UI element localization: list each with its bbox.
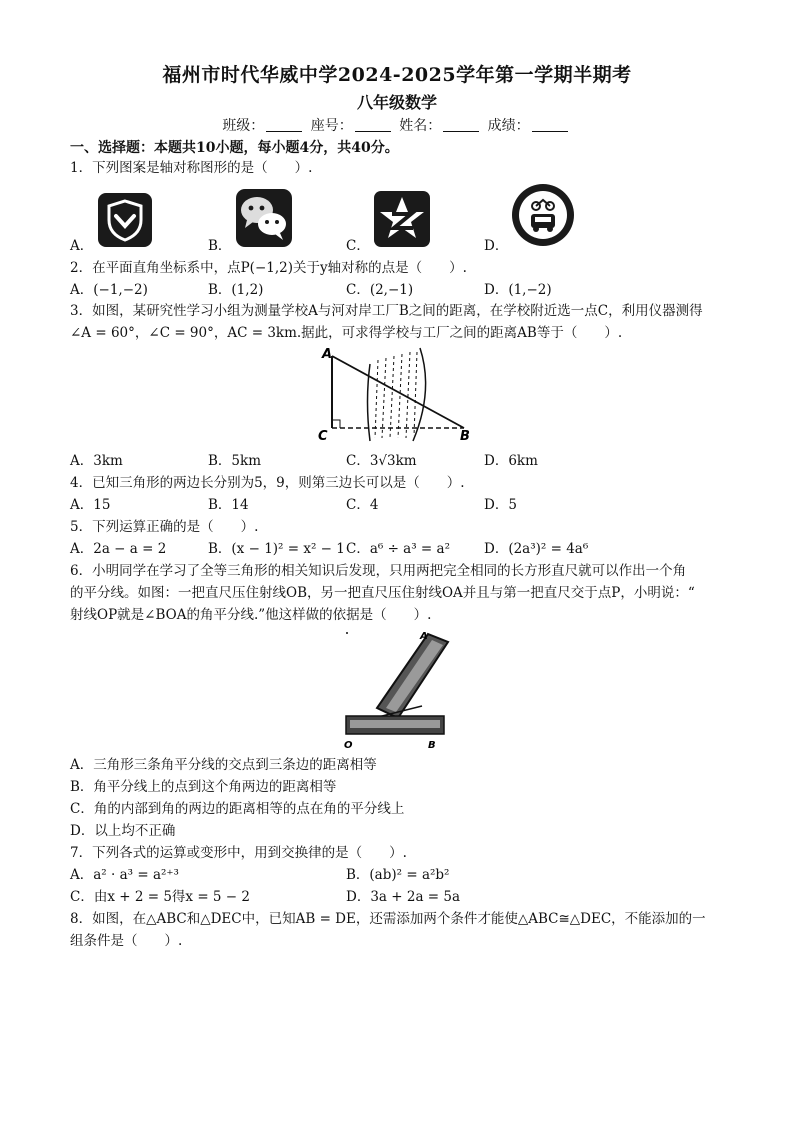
q1-option-b[interactable]: B． <box>208 238 232 254</box>
q7-option-c[interactable]: C．由x + 2 = 5得x = 5 − 2 <box>70 889 250 905</box>
q2-option-a[interactable]: A．(−1,−2) <box>70 282 148 298</box>
q6-stem-line3: 射线OP就是∠BOA的角平分线.”他这样做的依据是（ ）. <box>70 607 432 623</box>
q7-stem: 7．下列各式的运算或变形中，用到交换律的是（ ）. <box>70 845 407 861</box>
seat-blank[interactable] <box>355 117 391 132</box>
shield-logo-icon <box>97 192 153 248</box>
q5-stem: 5．下列运算正确的是（ ）. <box>70 519 259 535</box>
q6-label-o: O <box>344 740 353 751</box>
q3-option-d[interactable]: D．6km <box>484 453 538 469</box>
q4-option-d[interactable]: D．5 <box>484 497 517 513</box>
q3-label-c: C <box>318 429 328 444</box>
q7-option-d[interactable]: D．3a + 2a = 5a <box>346 889 461 905</box>
q1-stem: 1．下列图案是轴对称图形的是（ ）. <box>70 160 313 176</box>
q6-label-b: B <box>428 740 436 751</box>
q2-stem: 2．在平面直角坐标系中，点P(−1,2)关于y轴对称的点是（ ）. <box>70 260 467 276</box>
q3-label-a: A <box>322 347 333 362</box>
name-label: 姓名： <box>399 118 442 134</box>
score-blank[interactable] <box>532 117 568 132</box>
q1-option-a[interactable]: A． <box>70 238 94 254</box>
q5-option-a[interactable]: A．2a − a = 2 <box>70 541 167 557</box>
q3-stem-line2: ∠A = 60°，∠C = 90°，AC = 3km.据此，可求得学校与工厂之间的距离AB等于（ ）. <box>70 325 623 341</box>
q3-stem-line1: 3．如图，某研究性学习小组为测量学校A与河对岸工厂B之间的距离，在学校附近选一点C，利用仪器测得 <box>70 303 703 319</box>
q2-option-c[interactable]: C．(2,−1) <box>346 282 414 298</box>
exam-title: 福州市时代华威中学2024-2025学年第一学期半期考 <box>162 64 632 86</box>
q3-option-a[interactable]: A．3km <box>70 453 123 469</box>
q3-label-b: B <box>460 429 470 444</box>
exam-subtitle: 八年级数学 <box>356 93 437 112</box>
q7-option-b[interactable]: B．(ab)² = a²b² <box>346 867 450 883</box>
q3-option-b[interactable]: B．5km <box>208 453 261 469</box>
q4-option-a[interactable]: A．15 <box>70 497 111 513</box>
student-info-line <box>0 115 794 135</box>
q6-option-b[interactable]: B．角平分线上的点到这个角两边的距离相等 <box>70 779 337 795</box>
q4-option-b[interactable]: B．14 <box>208 497 249 513</box>
q6-option-a[interactable]: A．三角形三条角平分线的交点到三条边的距离相等 <box>70 757 377 773</box>
q6-option-c[interactable]: C．角的内部到角的两边的距离相等的点在角的平分线上 <box>70 801 405 817</box>
section-heading: 一、选择题：本题共10小题，每小题4分，共40分。 <box>70 140 399 156</box>
q3-option-c[interactable]: C．3√3km <box>346 453 417 469</box>
seat-label: 座号： <box>310 118 353 134</box>
star-z-logo-icon <box>373 190 431 248</box>
q1-option-c[interactable]: C． <box>346 238 370 254</box>
class-label: 班级： <box>222 118 265 134</box>
name-blank[interactable] <box>443 117 479 132</box>
q6-stem-line1: 6．小明同学在学习了全等三角形的相关知识后发现，只用两把完全相同的长方形直尺就可以作出一个角 <box>70 563 687 579</box>
q8-stem-line1: 8．如图，在△ABC和△DEC中，已知AB = DE，还需添加两个条件才能使△ABC≅△DEC，不能添加的一 <box>70 911 706 927</box>
wechat-logo-icon <box>235 188 293 248</box>
q4-option-c[interactable]: C．4 <box>346 497 379 513</box>
q5-option-c[interactable]: C．a⁶ ÷ a³ = a² <box>346 541 450 557</box>
q6-rulers-figure <box>340 628 450 752</box>
q5-option-d[interactable]: D．(2a³)² = 4a⁶ <box>484 541 589 557</box>
q8-stem-line2: 组条件是（ ）. <box>70 933 183 949</box>
traffic-sign-icon <box>510 182 576 248</box>
q6-stem-line2: 的平分线。如图：一把直尺压住射线OB，另一把直尺压住射线OA并且与第一把直尺交于点P，小明说：“ <box>70 585 695 601</box>
class-blank[interactable] <box>266 117 302 132</box>
q3-river-figure <box>318 346 478 444</box>
q6-option-d[interactable]: D．以上均不正确 <box>70 823 176 839</box>
q2-option-d[interactable]: D．(1,−2) <box>484 282 552 298</box>
q4-stem: 4．已知三角形的两边长分别为5，9，则第三边长可以是（ ）. <box>70 475 465 491</box>
q1-option-d[interactable]: D． <box>484 238 509 254</box>
score-label: 成绩： <box>487 118 530 134</box>
q2-option-b[interactable]: B．(1,2) <box>208 282 264 298</box>
q7-option-a[interactable]: A．a² · a³ = a²⁺³ <box>70 867 179 883</box>
q6-label-a: A <box>420 631 428 642</box>
q5-option-b[interactable]: B．(x − 1)² = x² − 1 <box>208 541 345 557</box>
